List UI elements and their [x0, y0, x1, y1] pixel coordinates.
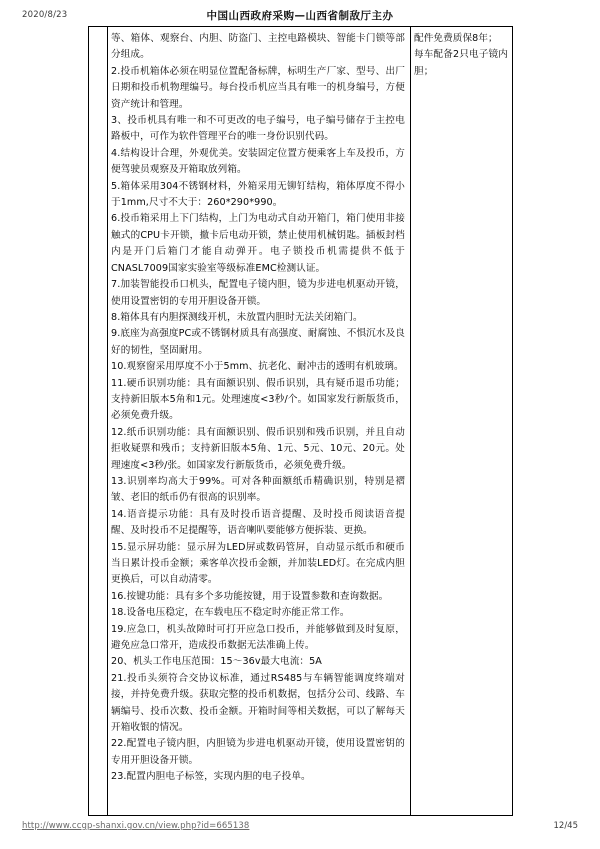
spec-paragraph: 12.纸币识别功能：具有面额识别、假币识别和残币识别，并且自动拒收疑票和残币；支持新旧版本5角、1元、5元、10元、20元。处理速度<3秒/张。如国家发行新版货币，必须免费升级。	[111, 426, 405, 471]
spec-paragraph: 14.语音提示功能：具有及时投币语音提醒、及时投币阅读语音提醒、及时投币不足提醒等，语音喇叭要能够方便拆装、更换。	[111, 508, 405, 537]
page-title: 中国山西政府采购—山西省制敌厅主办	[206, 10, 394, 22]
spec-paragraph: 等、箱体、观察台、内胆、防盗门、主控电路模块、智能卡门锁等部分组成。	[111, 33, 405, 61]
note-paragraph: 配件免费质保8年；	[414, 33, 498, 44]
table-cell-notes	[414, 27, 508, 817]
spec-paragraph: 5.箱体采用304不锈钢材料，外箱采用无铆钉结构，箱体厚度不得小于1mm,尺寸不大于：260*290*990。	[111, 180, 405, 209]
spec-paragraph: 10.观察窗采用厚度不小于5mm、抗老化、耐冲击的透明有机玻璃。	[111, 361, 404, 373]
spec-paragraph: 3、投币机具有唯一和不可更改的电子编号，电子编号储存于主控电路板中，可作为软件管理平台的唯一身份识别代码。	[111, 115, 405, 143]
table-cell-specifications	[111, 27, 405, 817]
header-date: 2020/8/23	[22, 10, 68, 20]
spec-paragraph: 22.配置电子镜内胆，内胆镜为步进电机驱动开镜，使用设置密钥的专用开胆设备开锁。	[111, 738, 405, 766]
page-number: 12/45	[553, 821, 578, 831]
spec-paragraph: 7.加装智能投币口机头，配置电子镜内胆，镜为步进电机驱动开镜，使用设置密钥的专用开胆设备开锁。	[111, 279, 405, 307]
table-column-divider-2	[410, 27, 411, 815]
table-border-right	[512, 27, 513, 815]
page-footer	[0, 821, 600, 835]
document-table	[88, 26, 513, 816]
source-url-link[interactable]: http://www.ccgp-shanxi.gov.cn/view.php?id=665138	[22, 821, 250, 831]
spec-paragraph: 18.设备电压稳定，在车载电压不稳定时亦能正常工作。	[111, 607, 350, 619]
spec-paragraph: 23.配置内胆电子标签，实现内胆的电子投单。	[111, 771, 311, 783]
spec-paragraph: 15.显示屏功能：显示屏为LED屏或数码管屏，自动显示纸币和硬币当日累计投币金额；乘客单次投币金额，并加装LED灯。在完成内胆更换后，可以自动清零。	[111, 541, 405, 586]
spec-paragraph: 21.投币头须符合交协议标准，通过RS485与车辆智能调度终端对接，并持免费升级。获取完整的投币机数据，包括分公司、线路、车辆编号、投币次数、投币金额。开箱时间等相关数据，可以了解每天开箱收银的情况。	[111, 672, 405, 734]
spec-paragraph: 8.箱体具有内胆探测线开机，未放置内胆时无法关闭箱门。	[111, 311, 363, 323]
spec-paragraph: 19.应急口，机头故障时可打开应急口投币，并能够做到及时复原，避免应急口常开，造成投币数据无法准确上传。	[111, 623, 405, 652]
table-column-divider-1	[107, 27, 108, 815]
spec-paragraph: 6.投币箱采用上下门结构，上门为电动式自动开箱门，箱门使用非接触式的CPU卡开锁，撤卡后电动开锁，禁止使用机械钥匙。插板封档内是开门后箱门才能自动弹开。电子锁投币机需提供不低于CNASL7009国家实验室等级标准EMC检测认证。	[111, 213, 405, 274]
spec-paragraph: 11.硬币识别功能：具有面额识别、假币识别，具有疑币退币功能；支持新旧版本5角和1元。处理速度<3秒/个。如国家发行新版货币，必须免费升级。	[111, 377, 405, 422]
spec-paragraph: 20、机头工作电压范围：15～36v最大电流：5A	[111, 656, 322, 668]
spec-paragraph: 2.投币机箱体必须在明显位置配备标牌，标明生产厂家、型号、出厂日期和投币机物理编号。每台投币机应当具有唯一的机身编号，方便资产统计和管理。	[111, 65, 405, 110]
note-paragraph: 每车配备2只电子镜内胆；	[414, 49, 508, 77]
page-header	[0, 8, 600, 28]
table-border-left	[88, 27, 89, 815]
spec-paragraph: 9.底座为高强度PC或不锈钢材质具有高强度、耐腐蚀、不惧沉水及良好的韧性，坚固耐用。	[111, 328, 405, 356]
spec-paragraph: 16.按键功能：具有多个多功能按键，用于设置参数和查询数据。	[111, 590, 389, 602]
spec-paragraph: 4.结构设计合理，外观优美。安装固定位置方便乘客上车及投币，方便驾驶员观察及开箱取放列箱。	[111, 147, 405, 176]
spec-paragraph: 13.识别率均高大于99%。可对各种面额纸币精确识别，特别是褶皱、老旧的纸币仍有很高的识别率。	[111, 475, 405, 504]
